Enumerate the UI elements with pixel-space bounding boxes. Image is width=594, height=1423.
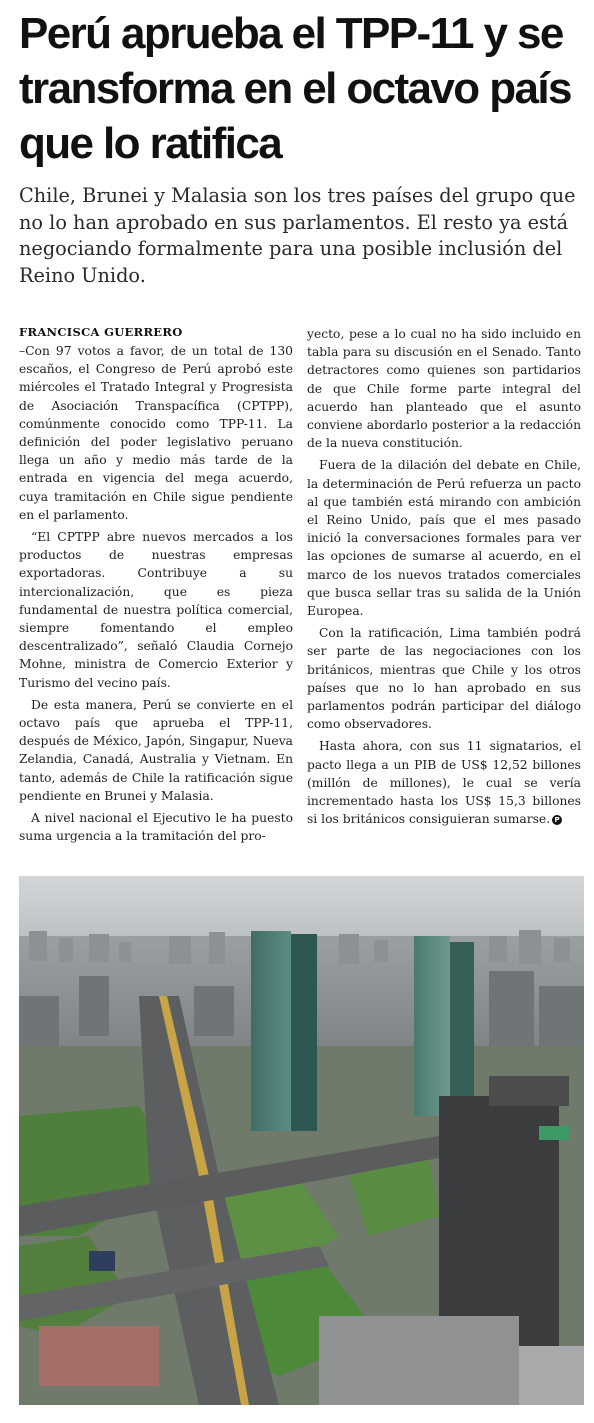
paragraph: –Con 97 votos a favor, de un total de 130 escaños, el Congreso de Perú aprobó este miércoles el Tratado Integral y Progresista de Asociación Transpacífica (CPTPP), comúnmente conocido como TPP-11. La definición del poder legislativo peruano llega un año y medio más tarde de la entrada en vigencia del mega acuerdo, cuya tramitación en Chile sigue pendiente en el parlamento.	[19, 344, 293, 522]
paragraph: yecto, pese a lo cual no ha sido incluido en tabla para su discusión en el Senado. Tanto detractores como quienes son partidarios de que Chile forme parte integral del acuerdo han planteado que el asunto conviene abordarlo posterior a la redacción de la nueva constitución.	[307, 327, 581, 451]
paragraph: Fuera de la dilación del debate en Chile, la determinación de Perú refuerza un pacto al que también está mirando con ambición el Reino Unido, país que el mes pasado inició la conversaciones formales para ver las opciones de sumarse al acuerdo, en el marco de los nuevos tratados comerciales que busca sellar tras su salida de la Unión Europea.	[307, 458, 581, 619]
byline: FRANCISCA GUERRERO	[19, 325, 183, 339]
paragraph: De esta manera, Perú se convierte en el octavo país que aprueba el TPP-11, después de México, Japón, Singapur, Nueva Zelandia, Canadá, Australia y Vietnam. En tanto, además de Chile la ratificación sigue pendiente en Brunei y Malasia.	[19, 697, 293, 803]
headline: Perú aprueba el TPP-11 y se transforma en el octavo país que lo ratifica	[19, 9, 571, 168]
standfirst: Chile, Brunei y Malasia son los tres países del grupo que no lo han aprobado en sus parlamentos. El resto ya está negociando formalmente para una posible inclusión del Reino Unido.	[19, 184, 576, 287]
paragraph-text: Hasta ahora, con sus 11 signatarios, el pacto llega a un PIB de US$ 12,52 billones (millón de millones), le cual se vería incrementado hasta los US$ 15,3 billones si los británicos consiguieran sumarse.	[307, 739, 581, 827]
column-right	[307, 325, 581, 865]
article-body	[19, 325, 581, 865]
end-mark-icon: P	[552, 815, 562, 825]
paragraph: A nivel nacional el Ejecutivo le ha puesto suma urgencia a la tramitación del pro-	[19, 811, 293, 844]
paragraph: Con la ratificación, Lima también podrá ser parte de las negociaciones con los británicos, mientras que Chile y los otros países que no lo han aprobado en sus parlamentos podrán participar del diálogo como observadores.	[307, 626, 581, 732]
column-left	[19, 325, 293, 865]
article-photo	[19, 876, 584, 1405]
paragraph-last	[307, 737, 581, 828]
aerial-city-photo	[19, 876, 584, 1405]
paragraph: “El CPTPP abre nuevos mercados a los productos de nuestras empresas exportadoras. Contribuye a su intercionalización, que es pieza fundamental de nuestra política comercial, siempre fomentando el empleo descentralizado”, señaló Claudia Cornejo Mohne, ministra de Comercio Exterior y Turismo del vecino país.	[19, 530, 293, 690]
